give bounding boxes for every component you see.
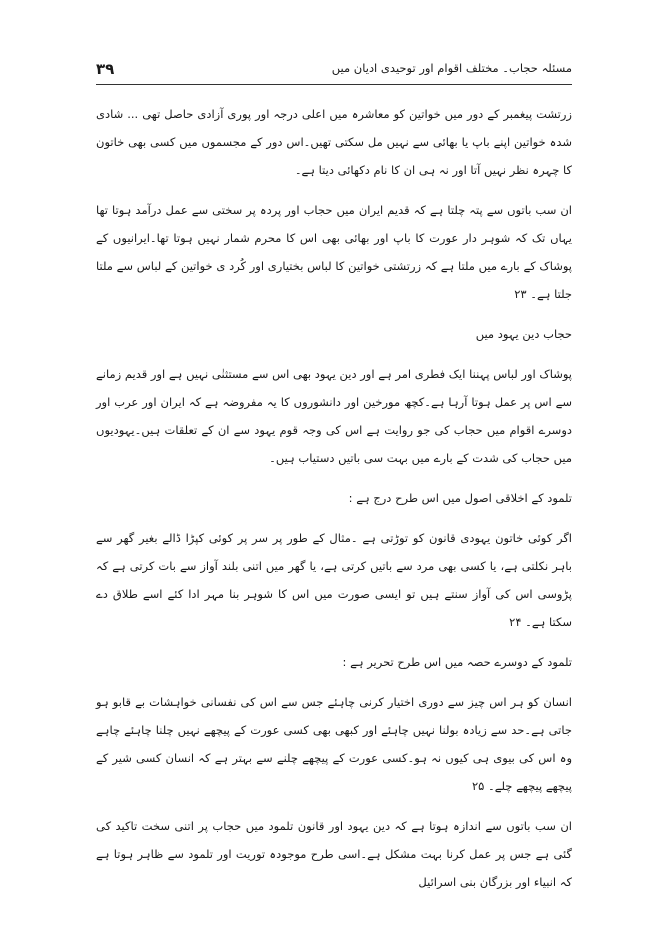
page-body — [96, 100, 572, 908]
page-header — [96, 58, 572, 85]
talmud-second-part-intro: تلمود کے دوسرے حصہ میں اس طرح تحریر ہے : — [342, 655, 572, 669]
paragraph-talmud-law: اگر کوئی خاتون یہودی قانون کو توڑتی ہے ۔مثال کے طور پر سر پر کوئی کپڑا ڈالے بغیر گھر سے باہر نکلتی ہے، یا کسی بھی مرد سے باتیں کرتی ہے، یا گھر میں اتنی بلند آواز سے بات کرتی ہے کہ پڑوسی اس کی آواز سنتے ہیں تو ایسی صورت میں اس کا شوہر بنا مہر ادا کئے اسے طلاق دے سکتا ہے۔ ۲۴ — [96, 531, 572, 629]
page-number: ۳۹ — [96, 60, 115, 78]
paragraph-conclusion: ان سب باتوں سے اندازہ ہوتا ہے کہ دین یہود اور قانون تلمود میں حجاب پر اتنی سخت تاکید کی گئی ہے جس پر عمل کرنا بہت مشکل ہے۔اسی طرح موجودہ توریت اور تلمود سے ظاہر ہوتا ہے کہ انبیاء اور بزرگان بنی اسرائیل — [96, 819, 572, 889]
paragraph-judaism-clothing: پوشاک اور لباس پہننا ایک فطری امر ہے اور دین یہود بھی اس سے مستثنٰی نہیں ہے اور قدیم زمانے سے اس پر عمل ہوتا آرہا ہے۔کچھ مورخین اور دانشوروں کا یہ مفروضہ ہے کہ ایران اور عرب اور دوسرے اقوام میں حجاب کی جو روایت ہے اس کی وجہ قوم یہود سے ان کے تعلقات ہیں۔یہودیوں میں حجاب کی شدت کے بارے میں بہت سی باتیں دستیاب ہیں۔ — [96, 367, 572, 465]
paragraph-talmud-desires: انسان کو ہر اس چیز سے دوری اختیار کرنی چاہئے جس سے اس کی نفسانی خواہشات بے قابو ہو جاتی ہے۔حد سے زیادہ بولنا نہیں چاہئے اور کبھی بھی کسی عورت کے پیچھے نہیں چلنا چاہئے چاہے وہ اس کی بیوی ہی کیوں نہ ہو۔کسی عورت کے پیچھے چلنے سے بہتر ہے کہ انسان کسی شیر کے پیچھے پیچھے چلے۔ ۲۵ — [96, 695, 572, 793]
paragraph-zoroastrian-women: زرتشت پیغمبر کے دور میں خواتین کو معاشرہ میں اعلی درجہ اور پوری آزادی حاصل تھی ... شادی شدہ خواتین اپنے باپ یا بھائی سے نہیں مل سکتی تھیں۔اس دور کے مجسموں میں کسی بھی خاتون کا چہرہ نظر نہیں آتا اور نہ ہی ان کا نام دکھائی دیتا ہے۔ — [96, 107, 572, 177]
section-heading-judaism: حجاب دین یہود میں — [475, 327, 572, 341]
running-title: مسئلہ حجاب۔ مختلف اقوام اور توحیدی ادیان میں — [331, 61, 572, 75]
talmud-ethics-intro: تلمود کے اخلاقی اصول میں اس طرح درج ہے : — [348, 491, 572, 505]
paragraph-ancient-iran-hijab: ان سب باتوں سے پتہ چلتا ہے کہ قدیم ایران میں حجاب اور پردہ پر سختی سے عمل درآمد ہوتا تھا یہاں تک کہ شوہر دار عورت کا باپ اور بھائی بھی اس کا محرم شمار نہیں ہوتا تھا۔ایرانیوں کے پوشاک کے بارے میں ملتا ہے کہ زرتشتی خواتین کا لباس بختیاری اور کُرد ی خواتین کے لباس سے ملتا جلتا ہے۔ ۲۳ — [96, 203, 572, 301]
